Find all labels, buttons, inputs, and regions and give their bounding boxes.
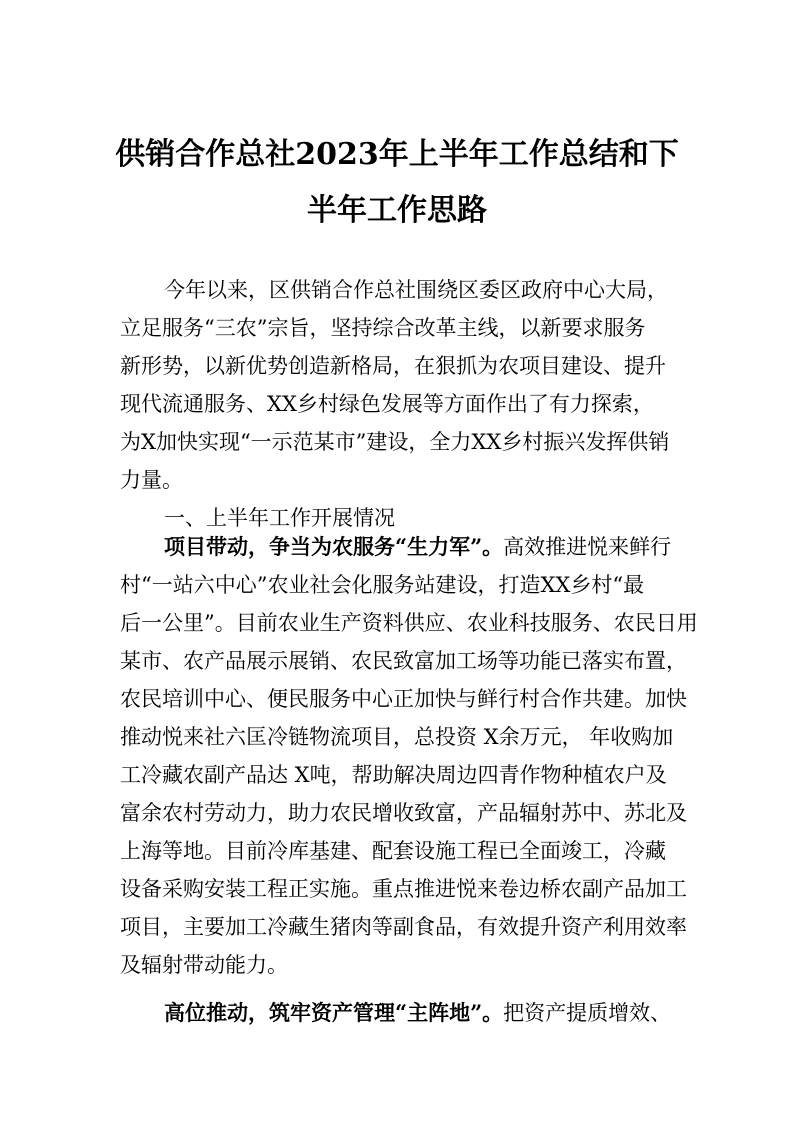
paragraph-lead-heading: 项目带动，争当为农服务“生力军”。: [164, 534, 504, 559]
paragraph-line: 后一公里”。目前农业生产资料供应、农业科技服务、农民日用: [120, 611, 698, 635]
document-title-line-1: 供销合作总社2023年上半年工作总结和下: [115, 137, 679, 172]
paragraph-text: 高效推进悦来鲜行: [503, 535, 672, 559]
section-heading: 一、上半年工作开展情况: [164, 506, 395, 530]
document-title-line-2: 半年工作思路: [307, 193, 487, 228]
paragraph-line: 推动悦来社六匡冷链物流项目，总投资 X余万元， 年收购加: [120, 725, 674, 749]
paragraph-line: 村“一站六中心”农业社会化服务站建设，打造XX乡村“最: [120, 573, 645, 597]
paragraph-line: 富余农村劳动力，助力农民增收致富，产品辐射苏中、苏北及: [120, 801, 687, 825]
intro-line: 力量。: [120, 468, 183, 492]
intro-line: 现代流通服务、XX乡村绿色发展等方面作出了有力探索，: [120, 392, 654, 416]
paragraph-line: 及辐射带动能力。: [120, 953, 288, 977]
paragraph-line: 上海等地。目前冷库基建、配套设施工程已全面竣工，冷藏: [120, 839, 666, 863]
paragraph-lead-heading: 高位推动，筑牢资产管理“主阵地”。: [164, 1000, 504, 1025]
intro-line: 立足服务“三农”宗旨，坚持综合改革主线，以新要求服务: [120, 316, 646, 340]
paragraph-line: 工冷藏农副产品达 X吨，帮助解决周边四青作物种植农户及: [120, 763, 667, 787]
paragraph-text: 把资产提质增效、: [503, 1001, 672, 1025]
paragraph-line: 某市、农产品展示展销、农民致富加工场等功能已落实布置，: [120, 649, 687, 673]
paragraph-first-line: [164, 532, 671, 562]
paragraph-line: 农民培训中心、便民服务中心正加快与鲜行村合作共建。加快: [120, 687, 687, 711]
intro-line: 为X加快实现“一示范某市”建设，全力XX乡村振兴发挥供销: [120, 430, 670, 454]
paragraph-first-line: [164, 998, 671, 1028]
paragraph-line: 项目，主要加工冷藏生猪肉等副食品，有效提升资产利用效率: [120, 915, 687, 939]
intro-line: 今年以来，区供销合作总社围绕区委区政府中心大局，: [164, 278, 668, 302]
paragraph-line: 设备采购安装工程正实施。重点推进悦来卷边桥农副产品加工: [120, 877, 687, 901]
intro-line: 新形势，以新优势创造新格局，在狠抓为农项目建设、提升: [120, 354, 666, 378]
